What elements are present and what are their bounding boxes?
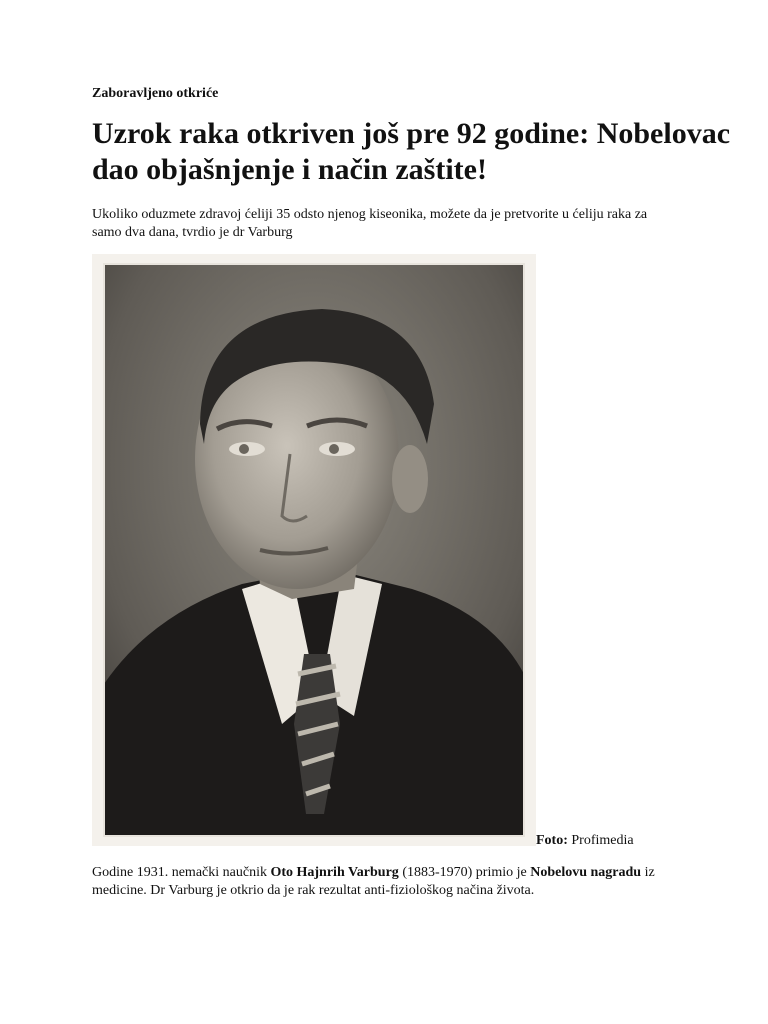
body-part2: (1883-1970) primio je [398, 865, 531, 880]
portrait-photo [92, 254, 536, 846]
portrait-image [92, 254, 536, 846]
scientist-name: Oto Hajnrih Varburg [270, 865, 399, 880]
article-body [92, 864, 672, 900]
award-name: Nobelovu nagradu [530, 865, 642, 880]
photo-caption [536, 833, 634, 849]
body-part3: iz medicine. Dr Varburg je otkrio da je rak rezultat anti-fiziološkog načina života. [92, 865, 655, 898]
article-kicker: Zaboravljeno otkriće [92, 86, 219, 101]
caption-label: Foto: [536, 833, 568, 848]
article-headline: Uzrok raka otkriven još pre 92 godine: Nobelovac dao objašnjenje i način zaštite! [92, 117, 731, 186]
body-part1: Godine 1931. nemački naučnik [92, 865, 271, 880]
article-lead: Ukoliko oduzmete zdravoj ćeliji 35 odsto njenog kiseonika, možete da je pretvorite u ćeliju raka za samo dva dana, tvrdio je dr Varburg [92, 207, 648, 240]
caption-source: Profimedia [571, 833, 634, 848]
